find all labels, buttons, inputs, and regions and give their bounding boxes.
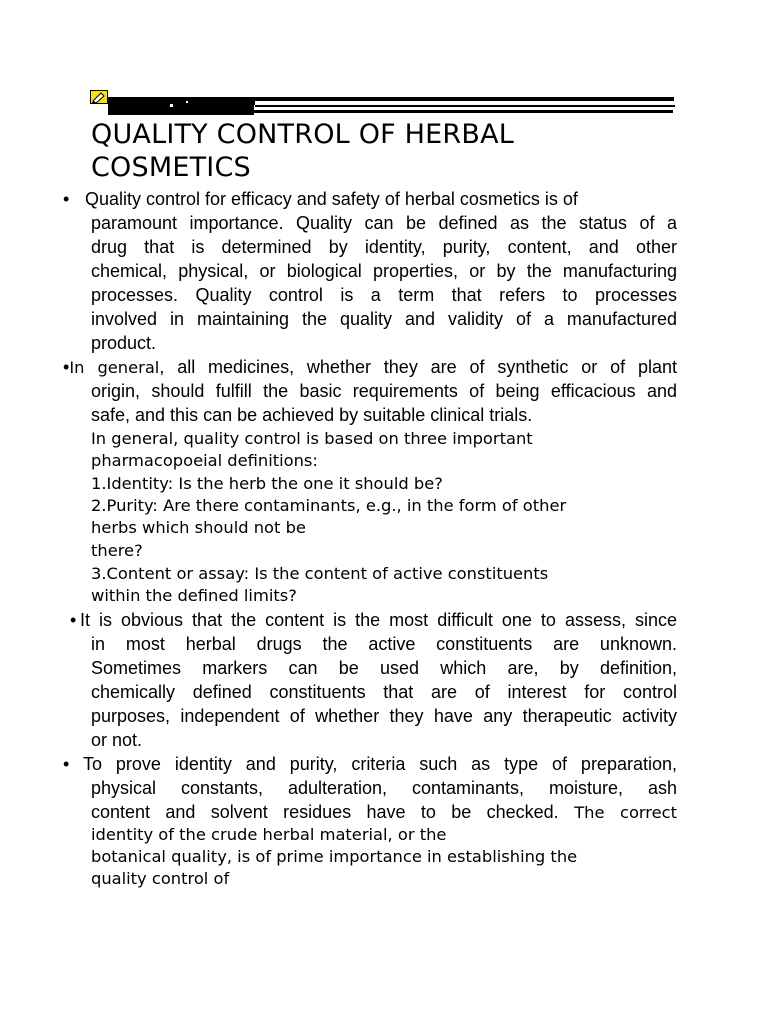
pencil-logo-icon: [90, 90, 108, 104]
definition-content-cont: within the defined limits?: [91, 586, 297, 605]
p3-line: [91, 728, 677, 752]
p1-line-2: paramount importance. Quality can be defined as the status of a: [91, 213, 677, 233]
header-rule-bottom: [255, 105, 675, 107]
p4-line-3-emph: The correct: [558, 803, 677, 822]
header-rule-mid: [235, 101, 255, 105]
p4-line-6: quality control of: [91, 869, 230, 888]
p3-line: [80, 608, 677, 632]
p3-line: [91, 680, 677, 704]
title-line-1: QUALITY CONTROL OF HERBAL: [91, 119, 515, 150]
header-dot: [186, 101, 188, 103]
p4-line: [91, 776, 677, 800]
header-rule-lower: [108, 110, 673, 113]
p1-line: [91, 235, 677, 259]
p1-line-1: Quality control for efficacy and safety of herbal cosmetics is of: [85, 189, 578, 209]
p1-line: [85, 187, 677, 211]
definition-purity-end: there?: [91, 541, 143, 560]
definitions-intro-2: pharmacopoeial definitions:: [91, 451, 318, 470]
p1-line-4: chemical, physical, or biological properties, or by the manufacturing: [91, 261, 677, 281]
p1-line: [91, 211, 677, 235]
p3-line-6: or not.: [91, 730, 143, 750]
definitions-intro-1: In general, quality control is based on three important: [91, 429, 533, 448]
p1-line: [91, 307, 677, 331]
p4-line-3: content and solvent residues have to be checked.: [91, 802, 559, 822]
header-dot: [170, 104, 173, 107]
p3-line-5: purposes, independent of whether they have any therapeutic activity: [91, 706, 677, 726]
p3-line-4: chemically defined constituents that are of interest for control: [91, 682, 677, 702]
p1-line: [91, 331, 677, 355]
p1-line-3: drug that is determined by identity, purity, content, and other: [91, 237, 677, 257]
title-line-2: COSMETICS: [91, 152, 251, 183]
p1-line-7: product.: [91, 333, 157, 353]
p1-line: [91, 283, 677, 307]
p3-line: [91, 704, 677, 728]
p2-line-3: safe, and this can be achieved by suitable clinical trials.: [91, 405, 533, 425]
p1-line: [91, 259, 677, 283]
definition-content: 3.Content or assay: Is the content of active constituents: [91, 564, 549, 583]
p2-line-2: origin, should fulfill the basic requirements of being efficacious and: [91, 381, 677, 401]
bullet: •: [63, 754, 70, 774]
p4-line: [83, 752, 677, 776]
p1-line-6: involved in maintaining the quality and validity of a manufactured: [91, 309, 677, 329]
page-title: [91, 118, 691, 184]
bullet: •: [63, 357, 70, 377]
definition-purity-cont: herbs which should not be: [91, 518, 306, 537]
p4-line: [91, 800, 677, 825]
p1-line-5: processes. Quality control is a term that refers to processes: [91, 285, 677, 305]
p3-line-2: in most herbal drugs the active constituents are unknown.: [91, 634, 677, 654]
bullet: •: [70, 610, 77, 630]
p4-line-4: identity of the crude herbal material, or the: [91, 825, 447, 844]
p4-line-2: physical constants, adulteration, contaminants, moisture, ash: [91, 778, 677, 798]
definition-identity: 1.Identity: Is the herb the one it should be?: [91, 474, 443, 493]
p2-line: [91, 379, 677, 403]
bullet: •: [63, 189, 70, 209]
p2-line: [63, 355, 677, 380]
p4-line-1: To prove identity and purity, criteria such as type of preparation,: [83, 754, 677, 774]
p3-line-3: Sometimes markers can be used which are, by definition,: [91, 658, 677, 678]
p2-line-1: , all medicines, whether they are of synthetic or of plant: [159, 357, 677, 377]
p2-line: [91, 403, 677, 427]
p3-line: [91, 656, 677, 680]
p3-line-1: It is obvious that the content is the most difficult one to assess, since: [80, 610, 677, 630]
definition-purity: 2.Purity: Are there contaminants, e.g., in the form of other: [91, 496, 567, 515]
p2-lead: In general: [69, 358, 160, 377]
p3-line: [91, 632, 677, 656]
p4-line-5: botanical quality, is of prime importance in establishing the: [91, 847, 578, 866]
